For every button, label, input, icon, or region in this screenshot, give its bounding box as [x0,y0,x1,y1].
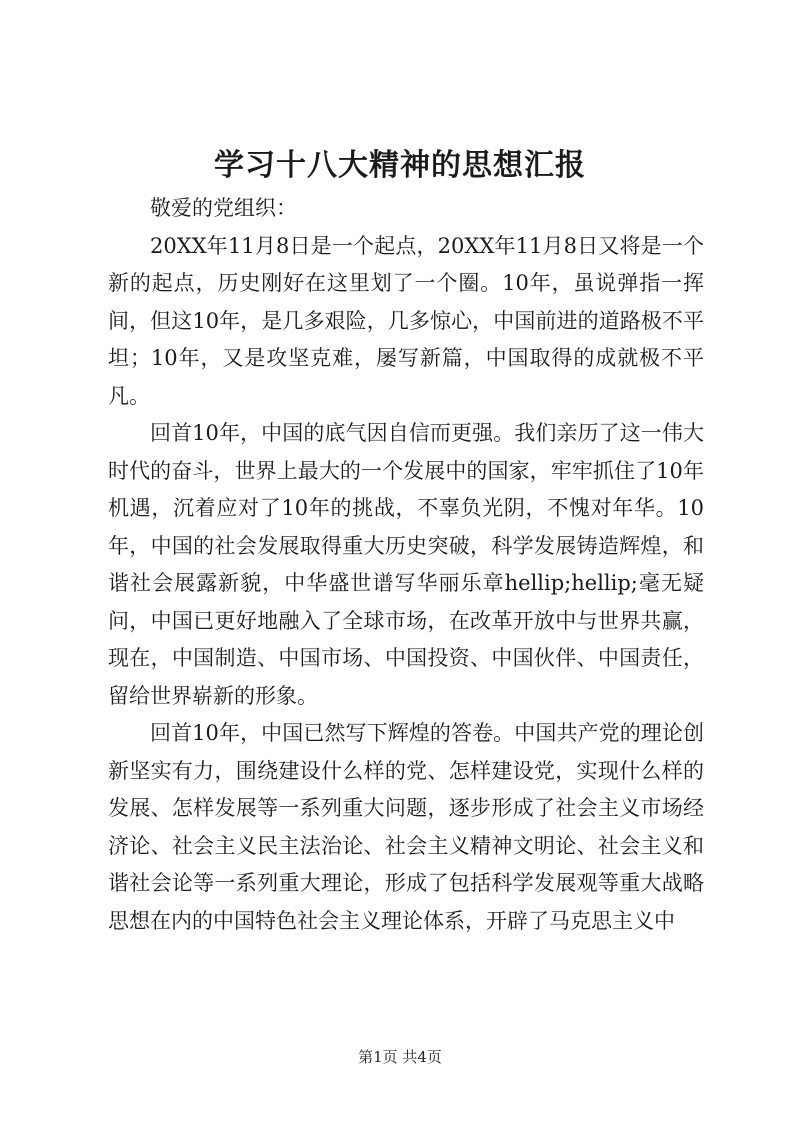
page-footer: 第1页 共4页 [358,1048,442,1066]
document-title: 学习十八大精神的思想汇报 [214,148,586,183]
document-body [108,190,704,940]
salutation: 敬爱的党组织： [150,196,297,220]
paragraph-2: 回首10年，中国的底气因自信而更强。我们亲历了这一伟大时代的奋斗，世界上最大的一个发展中的国家，牢牢抓住了10年机遇，沉着应对了10年的挑战，不辜负光阴，不愧对年华。10年，中国的社会发展取得重大历史突破，科学发展铸造辉煌，和谐社会展露新貌，中华盛世谱写华丽乐章hellip;hellip;毫无疑问，中国已更好地融入了全球市场，在改革开放中与世界共赢，现在，中国制造、中国市场、中国投资、中国伙伴、中国责任，留给世界崭新的形象。 [108,421,704,708]
paragraph-3: 回首10年，中国已然写下辉煌的答卷。中国共产党的理论创新坚实有力，围绕建设什么样的党、怎样建设党，实现什么样的发展、怎样发展等一系列重大问题，逐步形成了社会主义市场经济论、社会主义民主法治论、社会主义精神文明论、社会主义和谐社会论等一系列重大理论，形成了包括科学发展观等重大战略思想在内的中国特色社会主义理论体系，开辟了马克思主义中 [108,721,704,933]
paragraph-1: 20XX年11月8日是一个起点，20XX年11月8日又将是一个新的起点，历史刚好在这里划了一个圈。10年，虽说弹指一挥间，但这10年，是几多艰险，几多惊心，中国前进的道路极不平坦；10年，又是攻坚克难，屡写新篇，中国取得的成就极不平凡。 [108,233,704,408]
